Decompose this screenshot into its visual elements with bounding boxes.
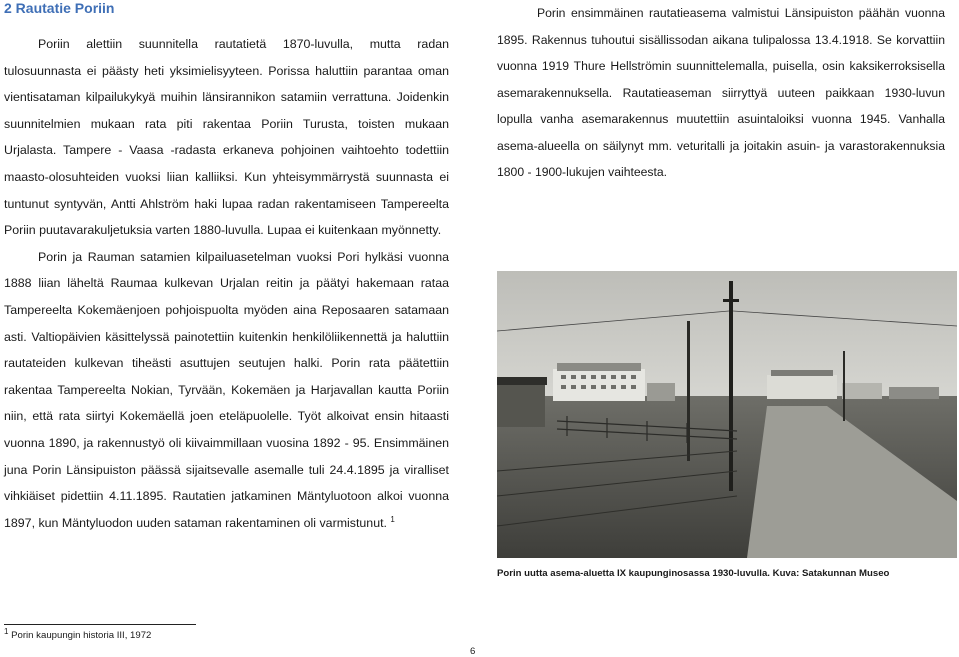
- footnote-text: Porin kaupungin historia III, 1972: [11, 630, 152, 641]
- paragraph: [497, 0, 945, 186]
- historical-photo: [497, 271, 957, 558]
- section-heading: 2 Rautatie Poriin: [4, 0, 115, 16]
- footnote-number: 1: [4, 626, 9, 636]
- paragraph-text: Poriin alettiin suunnitella rautatietä 1870-luvulla, mutta radan tulosuunnasta ei päästy heti yksimielisyyteen. Porissa haluttiin parantaa oman vientisataman kilpailukykyä muihin länsirannikon satamiin verrattuna. Joidenkin suunnitelmien mukaan rata piti rakentaa Poriin Turusta, toisten mukaan Urjalasta. Tampere - Vaasa -radasta erkaneva pohjoinen vaihtoehto todettiin maasto-olosuhteiden vuoksi liian kalliiksi. Kun yhteisymmärrystä suunnasta ei tuntunut syntyvän, Antti Ahlström haki lupaa radan rakentamiseen Tampereelta Poriin puutavarakuljetuksia varten 1880-luvulla. Lupaa ei kuitenkaan myönnetty.: [4, 37, 449, 238]
- paragraph: [4, 31, 449, 244]
- left-column: [4, 31, 449, 536]
- footnote: [4, 626, 152, 641]
- page-number: 6: [470, 646, 476, 657]
- photo-caption: Porin uutta asema-aluetta IX kaupunginosassa 1930-luvulla. Kuva: Satakunnan Museo: [497, 568, 890, 579]
- paragraph-text: Porin ja Rauman satamien kilpailuasetelman vuoksi Pori hylkäsi vuonna 1888 liian läheltä Raumaa kulkevan Urjalan reitin ja päätyi hakemaan rataa Tampereelta Kokemäenjoen pohjoispuolta myöden aina Reposaaren satamaan asti. Valtiopäivien käsittelyssä painotettiin kuitenkin henkilöliikennettä ja haluttiin rautateiden kulkevan tiheästi asuttujen seutujen halki. Porin rata päätettiin rakentaa Tampereelta Nokian, Tyrvään, Kokemäen ja Harjavallan kautta Poriin niin, että rata siirtyi Kokemäellä joen eteläpuolelle. Työt alkoivat ensin hitaasti vuonna 1890, ja rakennustyö oli kiivaimmillaan vuosina 1892 - 95. Ensimmäinen juna Porin Länsipuiston päässä sijaitsevalle asemalle tuli 24.4.1895 ja viralliset vihkiäiset pidettiin 4.11.1895. Rautatien jatkaminen Mäntyluotoon alkoi vuonna 1897, kun Mäntyluodon uuden sataman rakentaminen oli varmistunut.: [4, 249, 449, 530]
- station-area-photo-illustration: [497, 271, 957, 558]
- footnote-reference[interactable]: 1: [390, 514, 395, 524]
- paragraph-text: Porin ensimmäinen rautatieasema valmistui Länsipuiston päähän vuonna 1895. Rakennus tuhoutui sisällissodan aikana tulipalossa 13.4.1918. Se korvattiin vuonna 1919 Thure Hellströmin suunnittelemalla, puisella, osin kaksikerroksisella asemarakennuksella. Rautatieaseman siirryttyä uuteen paikkaan 1930-luvun lopulla vanha asemarakennus muutettiin asuintaloiksi vuonna 1945. Vanhalla asema-alueella on säilynyt mm. veturitalli ja joitakin asuin- ja varastorakennuksia 1800 - 1900-lukujen vaihteesta.: [497, 6, 945, 179]
- footnote-separator: [4, 624, 196, 625]
- right-column: [497, 0, 945, 186]
- paragraph: [4, 244, 449, 537]
